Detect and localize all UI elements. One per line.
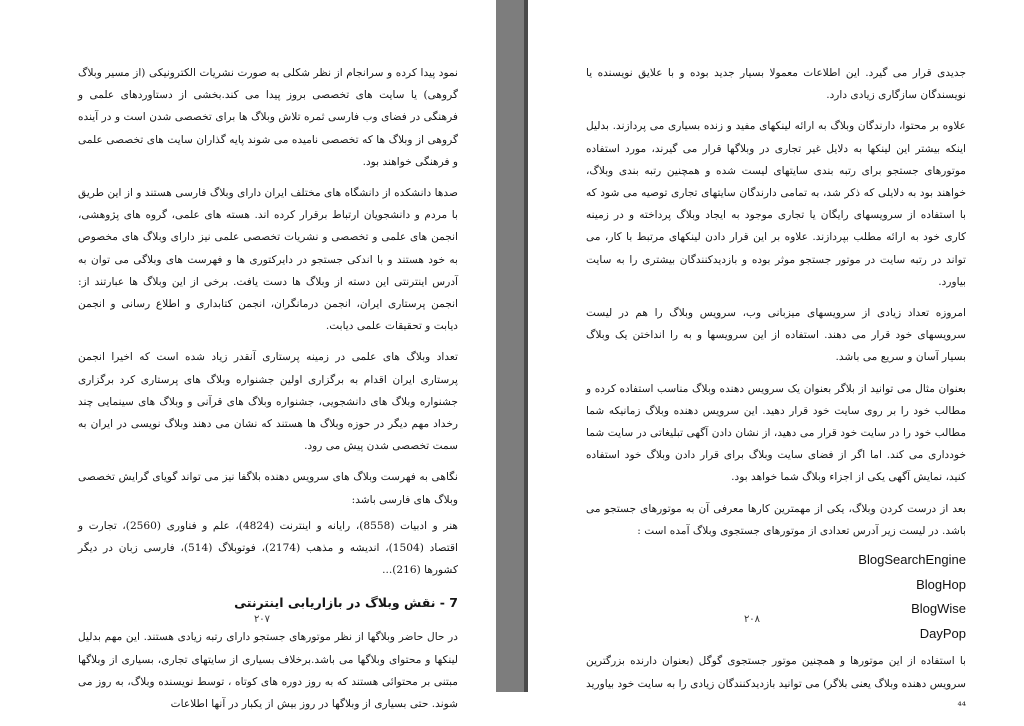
left-paragraph-5: هنر و ادبیات (8558)، رایانه و اینترنت (4824)، علم و فناوری (2560)، تجارت و اقتصاد (1504)، اندیشه و مذهب (2174)، فوتوبلاگ (514)، فارسی زبان در دیگر کشورها (216)... — [78, 519, 459, 577]
section-heading: 7 - نقش وبلاگ در بازاریابی اینترنتی — [234, 595, 458, 611]
right-paragraph-2: علاوه بر محتوا، دارندگان وبلاگ به ارائه لینکهای مفید و زنده بسیاری می پردازند. بدلیل اینکه بیشتر این لینکها به دلایل غیر تجاری در وبلاگها قرار می گیرند، مورد استفاده موتورهای جستجو برای رتبه بندی سایتهای لیست شده و همچنین رتبه بندی وبلاگ، خواهند بود به دلایلی که ذکر شد، به تمامی دارندگان سایتهای تجاری توصیه می شود که با استفاده از سرویسهای رایگان یا تجاری موجود به ایجاد وبلاگ پرداخته و در زمینه کاری خود به ارائه مطلب بپردازند. علاوه بر این قرار دادن لینکهای مرتبط با کار، می تواند در رتبه سایت در موتور جستجو موثر بوده و بازدیدکنندگان بیشتری را به سایت بیاورد. — [586, 120, 966, 288]
left-paragraph-4: نگاهی به فهرست وبلاگ های سرویس دهنده بلاگفا نیز می تواند گویای گرایش تخصصی وبلاگ های فارسی باشد: — [78, 471, 458, 506]
search-engine-item: BlogSearchEngine — [858, 552, 966, 568]
right-page — [528, 0, 1024, 712]
left-paragraph-2: صدها دانشکده از دانشگاه های مختلف ایران دارای وبلاگ فارسی هستند و از این طریق با مردم و دانشجویان ارتباط برقرار کرده اند. هسته های علمی، گروه های پژوهشی، انجمن های علمی و تخصصی و نشریات تخصصی علمی نیز دارای وبلاگ های مخصوص به خود هستند و با اندکی جستجو در دایرکتوری ها و فهرست های وبلاگی می توان به آدرس اینترنتی این دسته از وبلاگ ها دست یافت. برخی از این وبلاگ ها عبارتند از: انجمن پرستاری ایران، انجمن درمانگران، انجمن کتابداری و اطلاع رسانی و انجمن دیابت و تحقیقات علمی دیابت. — [78, 187, 458, 333]
right-page-text — [586, 62, 966, 726]
right-paragraph-3: امروزه تعداد زیادی از سرویسهای میزبانی وب، سرویس وبلاگ را هم در لیست سرویسهای خود قرار می دهند. استفاده از این سرویسها و به را انداختن یک وبلاگ بسیار آسان و سریع می باشد. — [586, 307, 966, 364]
page-number-right: ۲۰۸ — [743, 614, 761, 625]
right-paragraph-4: بعنوان مثال می توانید از بلاگر بعنوان یک سرویس دهنده وبلاگ مناسب استفاده کرده و مطالب خود را بر روی سایت خود قرار دهید. این سرویس دهنده وبلاگ زمانیکه شما مطالب خود را در سایت خود قرار می دهید، از نشان دادن آگهی تبلیغاتی در سایت شما خودداری می کند. اما اگر از فضای سایت وبلاگ برای قرار دادن وبلاگ خود استفاده کنید، نمایش آگهی یکی از اجزاء وبلاگ شما خواهد بود. — [586, 382, 966, 484]
right-paragraph-5: بعد از درست کردن وبلاگ، یکی از مهمترین کارها معرفی آن به موتورهای جستجو می باشد. در لیست زیر آدرس تعدادی از موتورهای جستجوی وبلاگ آمده است : — [586, 502, 966, 537]
left-paragraph-3: تعداد وبلاگ های علمی در زمینه پرستاری آنقدر زیاد شده است که اخیرا انجمن پرستاری ایران اقدام به برگزاری اولین جشنواره وبلاگ های پرستاری کرد برگزاری جشنواره وبلاگ های دانشجویی، جشنواره وبلاگ های قرآنی و وبلاگ های سینمایی چند رخداد مهم دیگر در حوزه وبلاگ ها هستند که نشان می دهند وبلاگ نویسی در ایران به سمت تخصصی شدن پیش می رود. — [78, 351, 458, 453]
search-engine-list — [586, 548, 966, 646]
left-paragraph-6: در حال حاضر وبلاگها از نظر موتورهای جستجو دارای رتبه زیادی هستند. این مهم بدلیل لینکها و محتوای وبلاگها می باشد.برخلاف بسیاری از سایتهای تجاری، بسیاری از وبلاگها مبتنی بر محتوائی هستند که به روز دوره های کوتاه ، توسط نویسنده وبلاگ، به روز می شوند. حتی بسیاری از وبلاگها در روز بیش از یکبار در آنها اطلاعات — [78, 631, 458, 711]
search-engine-item: BlogWise — [911, 601, 966, 617]
right-paragraph-1: جدیدی قرار می گیرد. این اطلاعات معمولا بسیار جدید بوده و با علایق نویسنده یا نویسندگان سازگاری زیادی دارد. — [586, 67, 966, 102]
book-gutter — [496, 0, 528, 692]
page-number-left: ۲۰۷ — [253, 614, 271, 625]
left-page — [0, 0, 496, 711]
search-engine-item: DayPop — [919, 625, 966, 641]
search-engine-item: BlogHop — [916, 576, 966, 592]
right-closing-paragraph: با استفاده از این موتورها و همچنین موتور جستجوی گوگل (بعنوان دارنده بزرگترین سرویس دهنده وبلاگ یعنی بلاگر) می توانید بازدیدکنندگان زیادی را به سایت خود بیاورید ⁴⁴ — [586, 655, 966, 712]
left-paragraph-1: نمود پیدا کرده و سرانجام از نظر شکلی به صورت نشریات الکترونیکی (از مسیر وبلاگ گروهی) یا سایت های تخصصی بروز پیدا می کند.بخشی از دستاوردهای علمی و فرهنگی در فضای وب فارسی ثمره تلاش وبلاگ ها برای تخصصی شدن است و در آینده گروهی از وبلاگ ها که تخصصی نامیده می شوند پایه گذاران سایت های تخصصی علمی و فرهنگی خواهند بود. — [78, 67, 458, 168]
